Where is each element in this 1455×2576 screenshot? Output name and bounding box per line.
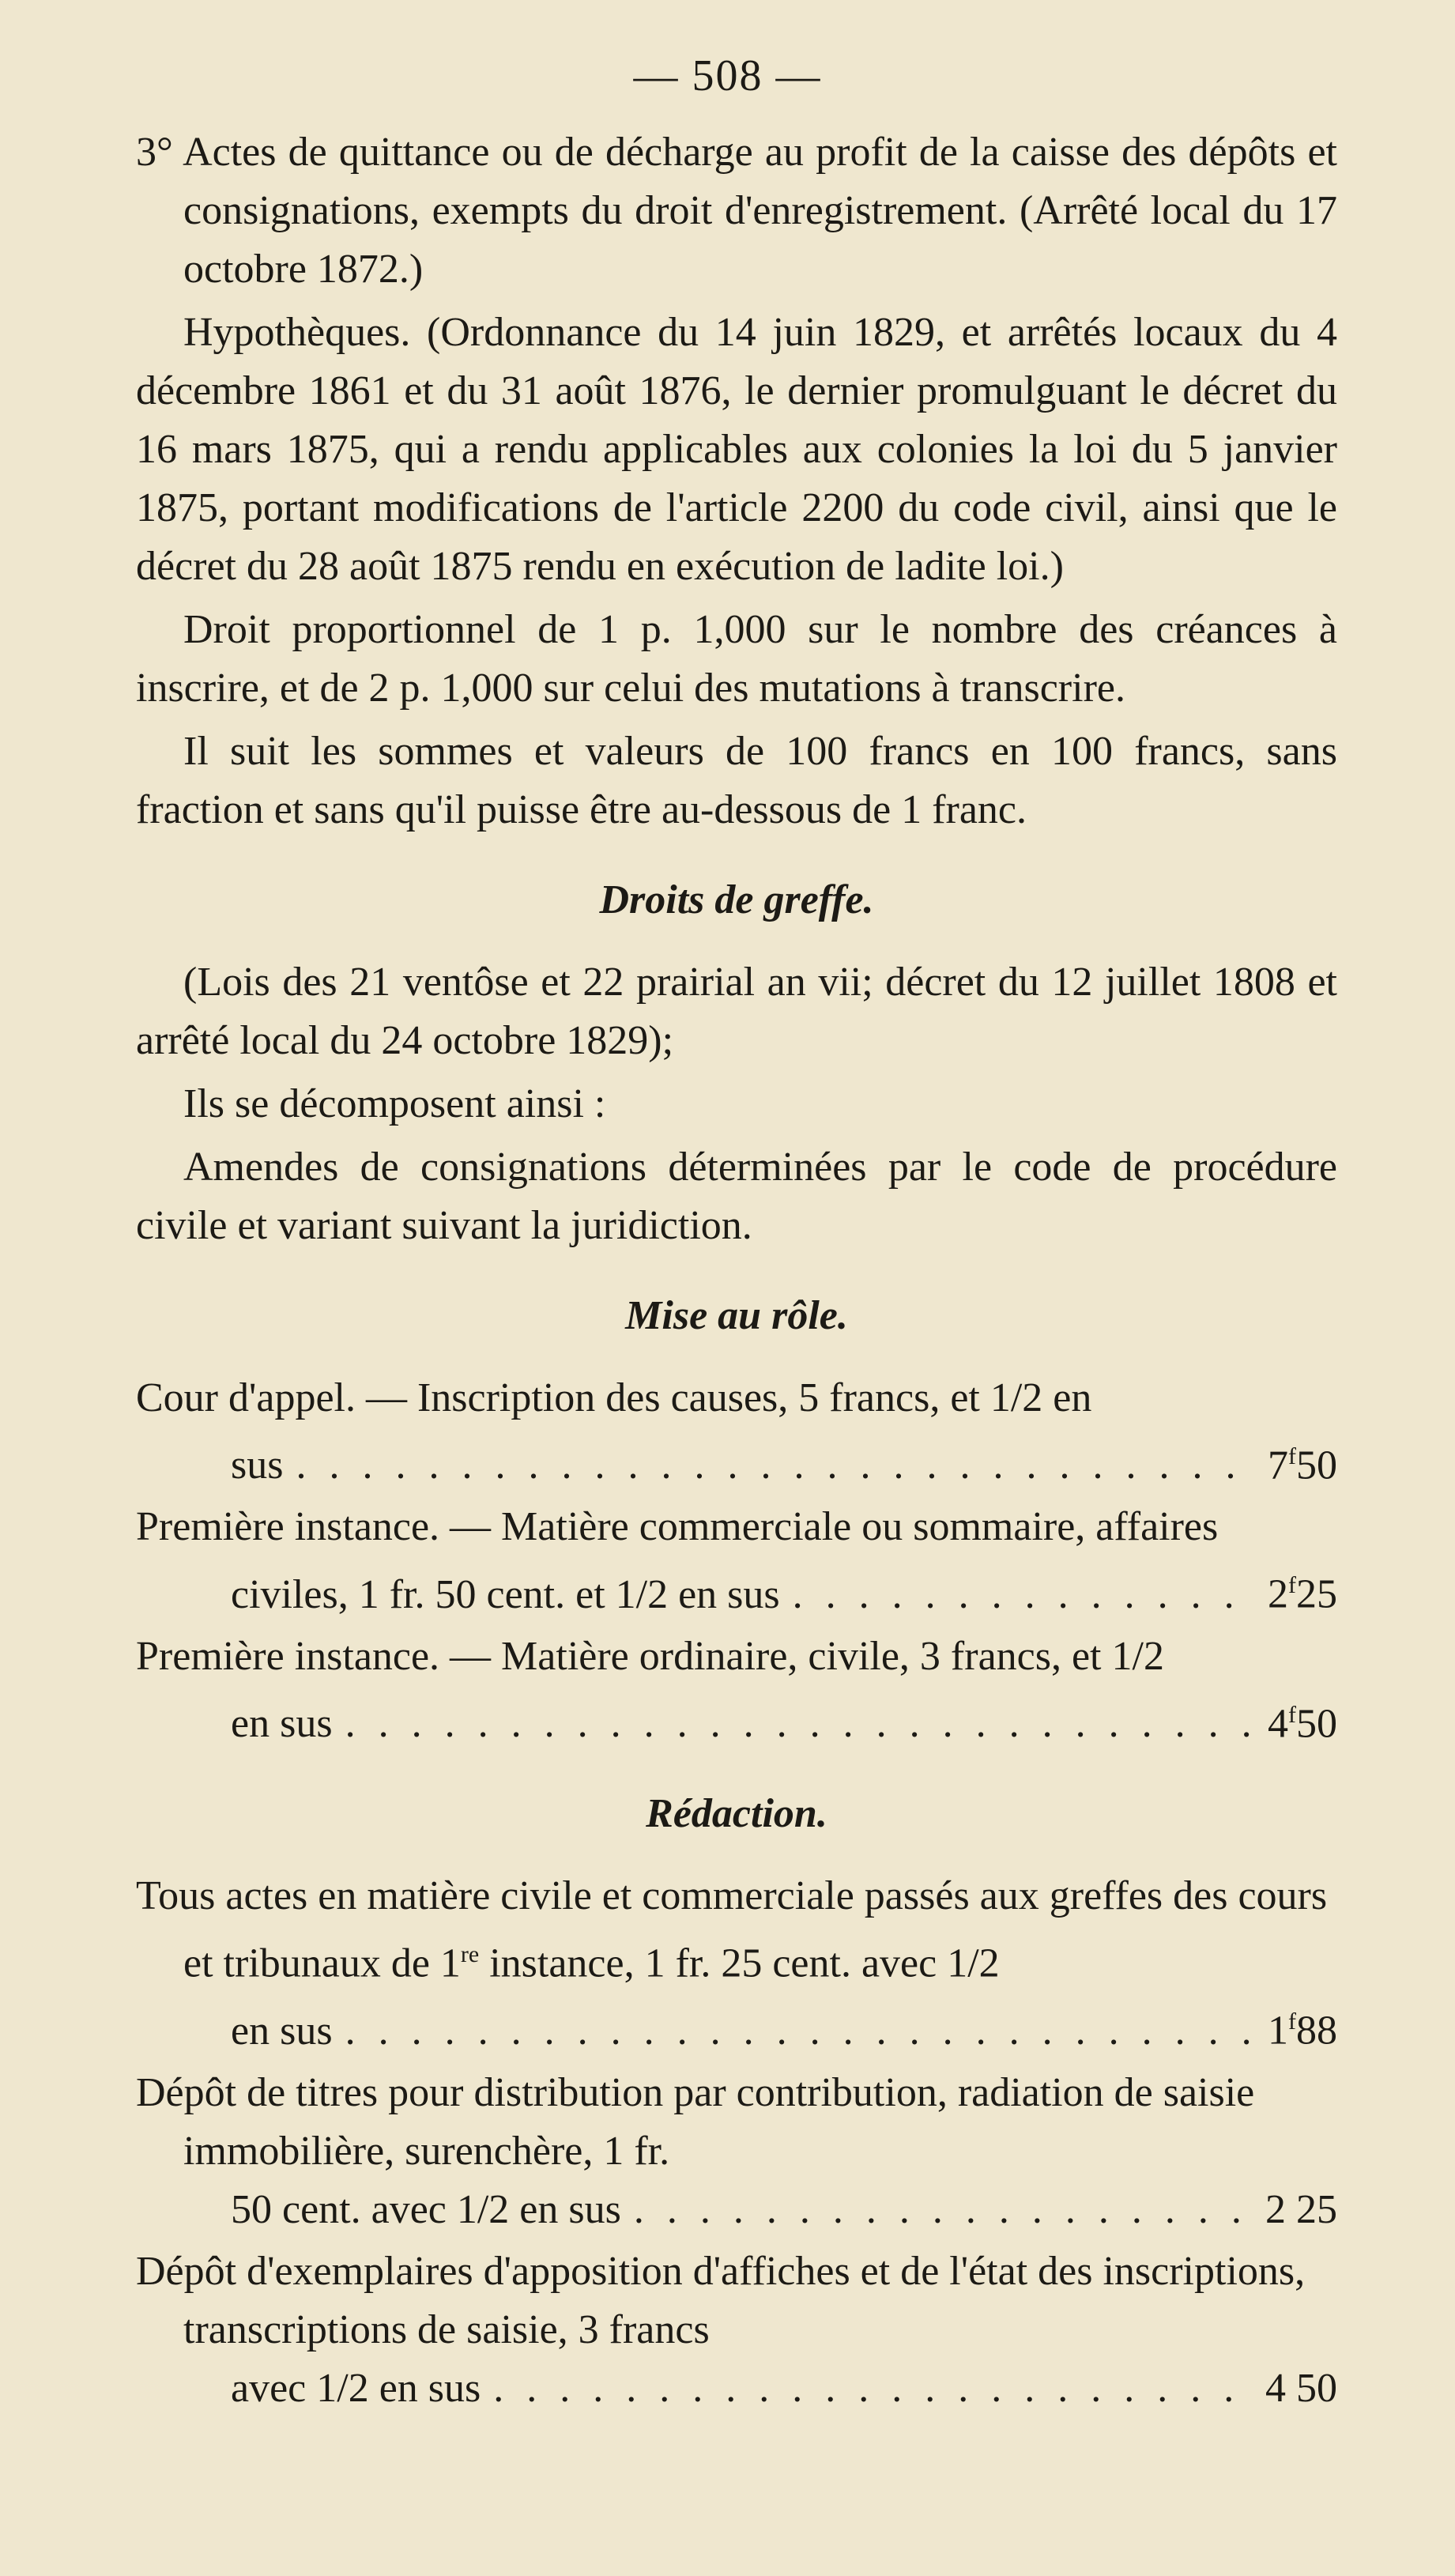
- fee-entry-last: sus: [231, 1443, 284, 1488]
- paragraph-sommes-valeurs: Il suit les sommes et valeurs de 100 francs en 100 francs, sans fraction et sans qu'il puisse être au-dessous de 1 franc.: [136, 729, 1337, 832]
- fee-entry-last: en sus: [231, 2008, 333, 2054]
- fee-entry-last: 50 cent. avec 1/2 en sus: [231, 2186, 621, 2232]
- paragraph-lois: (Lois des 21 ventôse et 22 prairial an vii; décret du 12 juillet 1808 et arrêté local du 24 octobre 1829);: [136, 960, 1337, 1063]
- fee-entry: [136, 2242, 1337, 2418]
- heading-droits-de-greffe: Droits de greffe.: [599, 877, 874, 922]
- leader-dots: [493, 2359, 1253, 2418]
- fee-entry: [136, 1867, 1337, 2061]
- leader-dots: [345, 1695, 1255, 1753]
- fee-entry-line: [183, 1428, 1337, 1495]
- leader-dots: [296, 1436, 1255, 1495]
- page-body: [136, 123, 1337, 2421]
- paragraph-droit-proportionnel: Droit proportionnel de 1 p. 1,000 sur le nombre des créances à inscrire, et de 2 p. 1,000 sur celui des mutations à transcrire.: [136, 607, 1337, 711]
- heading-redaction: Rédaction.: [646, 1790, 827, 1836]
- fee-amount: 4 50: [1265, 2365, 1337, 2411]
- fee-amount: 4$^f$50: [1268, 1700, 1337, 1746]
- fee-entry-line: [183, 1686, 1337, 1753]
- leader-dots: [634, 2181, 1253, 2239]
- fee-amount: 7$^f$50: [1268, 1443, 1337, 1488]
- mise-au-role-list: [136, 1369, 1337, 1753]
- fee-entry: [136, 1498, 1337, 1624]
- fee-entry-text: Cour d'appel. — Inscription des causes, 5 francs, et 1/2 en: [136, 1375, 1092, 1420]
- fee-entry-text: Première instance. — Matière ordinaire, civile, 3 francs, et 1/2: [136, 1633, 1164, 1679]
- fee-entry-text: Dépôt d'exemplaires d'apposition d'affiches et de l'état des inscriptions, transcriptions de saisie, 3 francs: [136, 2248, 1306, 2352]
- fee-entry-text: Première instance. — Matière commerciale ou sommaire, affaires: [136, 1504, 1219, 1550]
- fee-entry: [136, 1627, 1337, 1753]
- fee-entry-text: Tous actes en matière civile et commerciale passés aux greffes des cours et tribunaux de 1re instance, 1 fr. 25 cent. avec 1/2: [136, 1873, 1328, 1986]
- paragraph-decomposent: Ils se décomposent ainsi :: [183, 1081, 606, 1126]
- leader-dots: [345, 2002, 1255, 2061]
- redaction-list: [136, 1867, 1337, 2418]
- fee-amount: 2$^f$25: [1268, 1571, 1337, 1617]
- fee-amount: 2 25: [1265, 2186, 1337, 2232]
- fee-entry-line: [183, 2181, 1337, 2239]
- leader-dots: [793, 1566, 1255, 1624]
- fee-entry-last: avec 1/2 en sus: [231, 2365, 481, 2411]
- fee-entry-line: [183, 1556, 1337, 1624]
- paragraph-actes-quittance: 3° Actes de quittance ou de décharge au profit de la caisse des dépôts et consignations, exempts du droit d'enregistrement. (Arrêté local du 17 octobre 1872.): [136, 130, 1337, 292]
- fee-entry-text: Dépôt de titres pour distribution par contribution, radiation de saisie immobilière, surenchère, 1 fr.: [136, 2069, 1255, 2174]
- fee-entry-last: civiles, 1 fr. 50 cent. et 1/2 en sus: [231, 1571, 780, 1617]
- fee-entry: [136, 1369, 1337, 1495]
- fee-entry: [136, 2064, 1337, 2239]
- fee-entry-last: en sus: [231, 1700, 333, 1746]
- heading-mise-au-role: Mise au rôle.: [625, 1293, 848, 1338]
- fee-amount: 1$^f$88: [1268, 2008, 1337, 2054]
- fee-entry-line: [183, 1993, 1337, 2060]
- paragraph-amendes: Amendes de consignations déterminées par le code de procédure civile et variant suivant la juridiction.: [136, 1145, 1337, 1248]
- page-number: — 508 —: [633, 51, 822, 100]
- fee-entry-line: [183, 2359, 1337, 2418]
- paragraph-hypotheques: Hypothèques. (Ordonnance du 14 juin 1829, et arrêtés locaux du 4 décembre 1861 et du 31 août 1876, le dernier promulguant le décret du 16 mars 1875, qui a rendu applicables aux colonies la loi du 5 janvier 1875, portant modifications de l'article 2200 du code civil, ainsi que le décret du 28 août 1875 rendu en exécution de ladite loi.): [136, 310, 1337, 589]
